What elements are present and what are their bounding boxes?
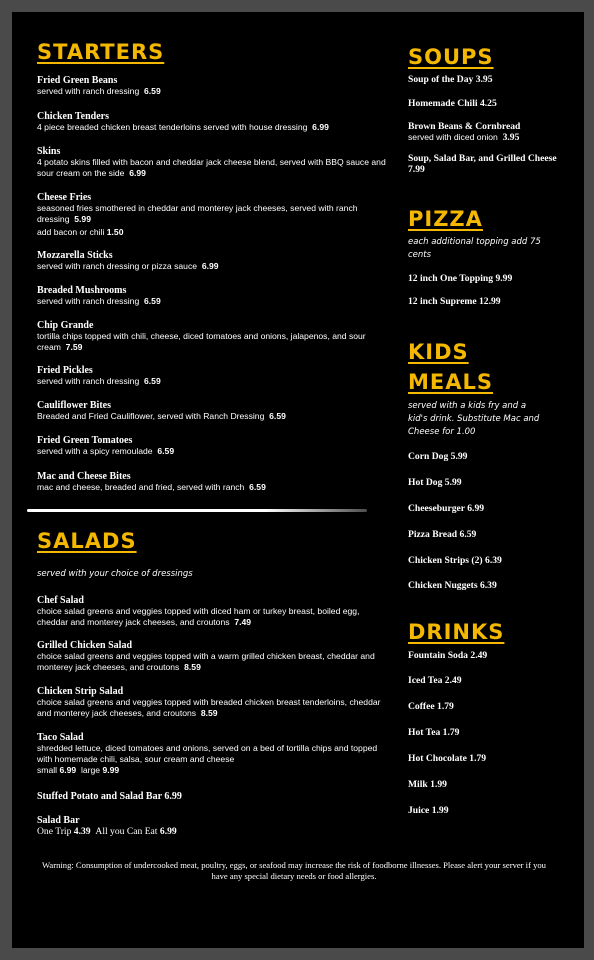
item-name: Coffee <box>408 701 435 712</box>
item-price: 7.59 <box>65 342 83 352</box>
menu-item <box>408 503 484 514</box>
starters-heading: STARTERS <box>37 40 165 64</box>
item-price: 6.99 <box>129 168 146 178</box>
item-price: 6.59 <box>459 529 477 540</box>
item-name: Mac and Cheese Bites <box>37 471 131 482</box>
item-name: Pizza Bread <box>408 529 458 540</box>
menu-item <box>408 98 497 109</box>
item-price: 5.99 <box>450 451 468 462</box>
item-price: 1.79 <box>469 753 487 764</box>
kids-note: served with a kids fry and a kid's drink. Substitute Mac and Cheese for 1.00 <box>408 401 540 437</box>
item-name: Grilled Chicken Salad <box>37 640 133 651</box>
item-name: Brown Beans & Cornbread <box>408 121 521 132</box>
item-name: Breaded Mushrooms <box>37 285 127 296</box>
menu-item <box>37 815 392 837</box>
item-name: 12 inch One Topping <box>408 273 494 284</box>
item-price: 3.95 <box>502 132 520 143</box>
item-name: Hot Chocolate <box>408 753 467 764</box>
item-name: Fried Green Tomatoes <box>37 435 133 446</box>
item-name: Corn Dog <box>408 451 449 462</box>
menu-item <box>408 701 454 712</box>
item-name: Fountain Soda <box>408 650 468 661</box>
item-desc: seasoned fries smothered in cheddar and monterey jack cheeses, served with ranch dressing <box>37 203 358 224</box>
item-price: 7.49 <box>234 617 252 627</box>
item-price: 9.99 <box>495 273 513 284</box>
item-price: 1.99 <box>431 805 449 816</box>
menu-item <box>37 471 387 493</box>
item-desc: 4 potato skins filled with bacon and cheddar jack cheese blend, served with BBQ sauce and sour cream on the side <box>37 157 386 178</box>
item-extra-price: 1.50 <box>106 227 124 237</box>
item-desc: choice salad greens and veggies topped with diced ham or turkey breast, boiled egg, cheddar and monterey jack cheeses, and croutons <box>37 606 360 627</box>
item-name: Iced Tea <box>408 675 443 686</box>
menu-item <box>408 121 558 143</box>
price-large: 9.99 <box>102 765 120 775</box>
item-desc: served with a spicy remoulade <box>37 446 153 456</box>
section-divider <box>27 509 367 512</box>
item-price: 4.25 <box>479 98 497 109</box>
item-price: 6.39 <box>479 580 497 591</box>
menu-item <box>37 400 387 422</box>
item-price: 12.99 <box>479 296 501 307</box>
option-one: One Trip <box>37 826 72 837</box>
item-desc: mac and cheese, breaded and fried, served with ranch <box>37 482 245 492</box>
pizza-heading: PIZZA <box>408 207 483 231</box>
item-name: Fried Green Beans <box>37 75 118 86</box>
menu-item <box>408 555 502 566</box>
item-price: 6.59 <box>144 86 161 96</box>
meals-heading: MEALS <box>408 370 494 394</box>
item-price: 2.49 <box>470 650 488 661</box>
item-price: 6.59 <box>269 411 286 421</box>
menu-item <box>408 529 476 540</box>
item-name: Milk <box>408 779 428 790</box>
item-name: Chef Salad <box>37 595 84 606</box>
item-price: 1.99 <box>430 779 447 790</box>
allergy-warning: Warning: Consumption of undercooked meat, poultry, eggs, or seafood may increase the risk of foodborne illnesses. Please alert your server if you have any special dietary needs or food allergies. <box>42 860 546 881</box>
item-name: Hot Tea <box>408 727 441 738</box>
item-price: 6.99 <box>201 261 219 271</box>
menu-item <box>37 686 392 719</box>
item-name: Fried Pickles <box>37 365 93 376</box>
item-name: Chicken Strip Salad <box>37 686 124 697</box>
item-name: Juice <box>408 805 430 816</box>
item-desc: 4 piece breaded chicken breast tenderloins served with house dressing <box>37 122 308 132</box>
item-name: Cauliflower Bites <box>37 400 111 411</box>
menu-item <box>37 146 387 179</box>
item-price: 3.95 <box>475 74 493 85</box>
drinks-heading: DRINKS <box>408 620 505 644</box>
menu-item <box>37 732 392 776</box>
item-price: 6.99 <box>467 503 485 514</box>
item-desc: served with ranch dressing or pizza sauce <box>37 261 198 271</box>
item-name: Stuffed Potato and Salad Bar <box>37 791 162 802</box>
item-desc: served with ranch dressing <box>37 376 140 386</box>
item-name: 12 inch Supreme <box>408 296 477 307</box>
menu-item <box>37 435 387 457</box>
item-desc: Breaded and Fried Cauliflower, served with Ranch Dressing <box>37 411 265 421</box>
pizza-note: each additional topping add 75 cents <box>408 237 541 260</box>
menu-item <box>408 451 467 462</box>
item-name: Mozzarella Sticks <box>37 250 113 261</box>
menu-item <box>408 477 462 488</box>
item-desc: choice salad greens and veggies topped with a warm grilled chicken breast, cheddar and monterey jack cheeses, and croutons <box>37 651 375 672</box>
item-price: 8.59 <box>184 662 201 672</box>
item-price: 7.99 <box>408 164 425 175</box>
item-price: 6.59 <box>249 482 266 492</box>
item-price: 6.59 <box>144 296 161 306</box>
menu-item <box>408 779 447 790</box>
menu-item <box>37 365 387 387</box>
menu-item <box>37 250 387 272</box>
menu-item <box>408 805 449 816</box>
item-price: 6.59 <box>157 446 175 456</box>
menu-item <box>408 580 497 591</box>
menu-item <box>37 75 387 97</box>
item-price: 6.99 <box>164 791 182 802</box>
size-large: large <box>80 765 101 775</box>
menu-item <box>408 675 462 686</box>
menu-item <box>37 791 392 802</box>
item-name: Soup, Salad Bar, and Grilled Cheese <box>408 153 557 164</box>
menu-item <box>37 285 387 307</box>
menu-item <box>37 595 392 628</box>
item-desc: shredded lettuce, diced tomatoes and onions, served on a bed of tortilla chips and topped with homemade chili, salsa, sour cream and cheese <box>37 743 378 764</box>
item-price: 5.99 <box>74 214 91 224</box>
item-price: 2.49 <box>444 675 462 686</box>
menu-item <box>37 640 397 673</box>
item-name: Skins <box>37 146 61 157</box>
item-price: 8.59 <box>200 708 218 718</box>
item-name: Chicken Strips (2) <box>408 555 483 566</box>
menu-item <box>408 753 486 764</box>
item-name: Salad Bar <box>37 815 80 826</box>
soups-heading: SOUPS <box>408 45 494 69</box>
item-name: Soup of the Day <box>408 74 474 85</box>
menu-item <box>37 320 387 353</box>
option-two: All you Can Eat <box>95 826 158 837</box>
menu-item <box>408 650 487 661</box>
menu-item <box>408 296 501 307</box>
salads-note: served with your choice of dressings <box>37 569 193 579</box>
menu-item <box>37 111 387 133</box>
item-name: Taco Salad <box>37 732 84 743</box>
menu-item <box>408 727 459 738</box>
item-name: Chicken Nuggets <box>408 580 478 591</box>
menu-item <box>408 273 512 284</box>
item-name: Cheese Fries <box>37 192 92 203</box>
item-name: Chicken Tenders <box>37 111 109 122</box>
item-price: 6.39 <box>485 555 502 566</box>
item-price: 5.99 <box>444 477 462 488</box>
item-desc: served with ranch dressing <box>37 296 140 306</box>
item-desc: served with ranch dressing <box>37 86 140 96</box>
item-name: Cheeseburger <box>408 503 465 514</box>
item-price: 1.79 <box>442 727 460 738</box>
item-name: Hot Dog <box>408 477 443 488</box>
option-two-price: 6.99 <box>159 826 177 837</box>
menu-item <box>37 192 392 238</box>
item-extra: add bacon or chili <box>37 227 105 237</box>
item-price: 6.99 <box>312 122 329 132</box>
item-desc: tortilla chips topped with chili, cheese, diced tomatoes and onions, jalapenos, and sour cream <box>37 331 366 352</box>
item-name: Chip Grande <box>37 320 94 331</box>
kids-heading: KIDS <box>408 340 469 364</box>
item-price: 6.59 <box>144 376 161 386</box>
item-desc: served with diced onion <box>408 132 498 142</box>
price-small: 6.99 <box>59 765 77 775</box>
salads-heading: SALADS <box>37 529 137 553</box>
option-one-price: 4.39 <box>73 826 91 837</box>
menu-item <box>408 153 558 175</box>
item-name: Homemade Chili <box>408 98 478 109</box>
item-desc: choice salad greens and veggies topped with breaded chicken breast tenderloins, cheddar and monterey jack cheeses, and croutons <box>37 697 381 718</box>
item-price: 1.79 <box>437 701 454 712</box>
size-small: small <box>37 765 58 775</box>
menu-item <box>408 74 493 85</box>
